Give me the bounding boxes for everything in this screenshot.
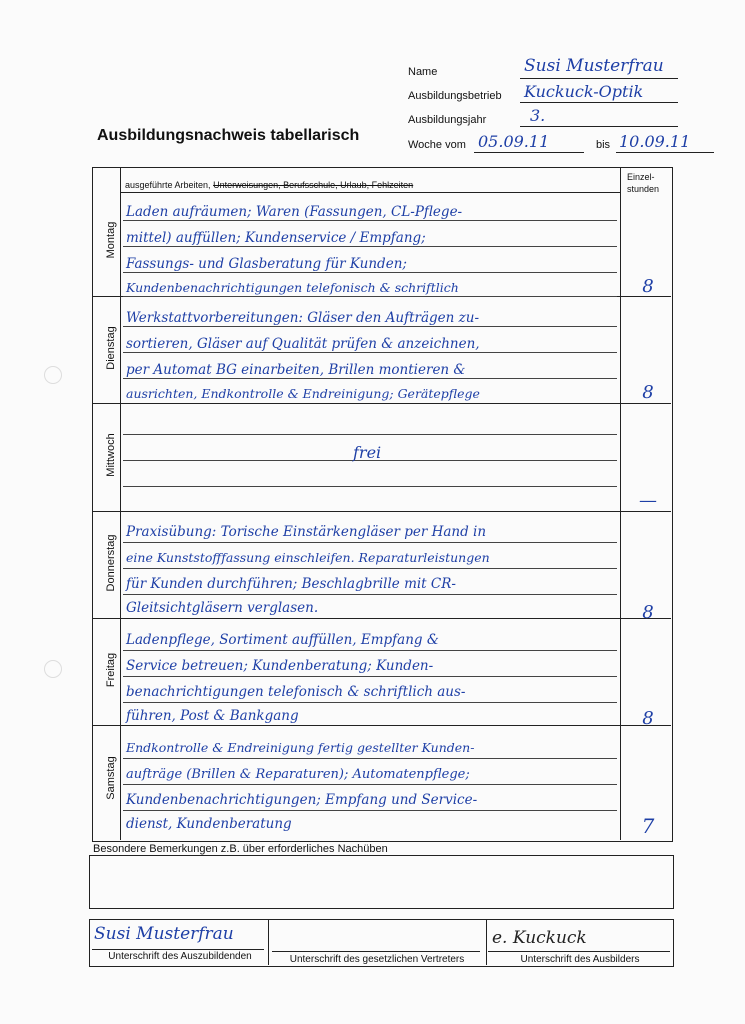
day-label-mittwoch: Mittwoch (105, 433, 117, 477)
entry-line: ausrichten, Endkontrolle & Endreinigung; Gerätepflege (126, 386, 480, 401)
betrieb-value: Kuckuck-Optik (524, 82, 644, 101)
name-label: Name (408, 66, 438, 78)
vertreter-signature-label: Unterschrift des gesetzlichen Vertreters (289, 954, 465, 965)
name-value: Susi Musterfrau (524, 56, 664, 76)
hours-dienstag: 8 (642, 382, 654, 403)
entry-line-frei: frei (353, 443, 382, 462)
ruled-line (123, 246, 617, 247)
signature-line (92, 949, 264, 950)
column-header-hours: Einzel- stunden (627, 172, 660, 194)
punch-hole-mark (44, 366, 62, 384)
day-label-dienstag: Dienstag (105, 326, 117, 370)
entry-line: Ladenpflege, Sortiment auffüllen, Empfang & (126, 632, 439, 648)
hours-montag: 8 (642, 276, 654, 297)
ruled-line (123, 220, 617, 221)
ruled-line (123, 594, 617, 595)
entry-line: aufträge (Brillen & Reparaturen); Automatenpflege; (126, 767, 470, 782)
woche-label: Woche vom (408, 139, 466, 151)
document-title: Ausbildungsnachweis tabellarisch (97, 127, 360, 144)
signature-line (272, 951, 480, 952)
entry-line: Praxisübung: Torische Einstärkengläser per Hand in (126, 524, 487, 540)
day-label-freitag: Freitag (105, 652, 117, 688)
entry-line: führen, Post & Bankgang (126, 708, 299, 724)
entry-line: Endkontrolle & Endreinigung fertig gestellter Kunden- (126, 740, 475, 755)
betrieb-line (520, 102, 678, 103)
ruled-line (123, 650, 617, 651)
entry-line: für Kunden durchführen; Beschlagbrille mit CR- (126, 576, 456, 592)
ruled-line (123, 758, 617, 759)
remarks-box (89, 855, 674, 909)
column-header-struck: Unterweisungen, Berufsschule, Urlaub, Fehlzeiten (213, 180, 414, 190)
jahr-value: 3. (530, 106, 546, 125)
ruled-line (123, 542, 617, 543)
ruled-line (123, 326, 617, 327)
ruled-line (123, 296, 617, 297)
entry-line: benachrichtigungen telefonisch & schriftlich aus- (126, 684, 466, 700)
hours-freitag: 8 (642, 708, 654, 729)
name-line (520, 78, 678, 79)
day-label-donnerstag: Donnerstag (105, 534, 117, 592)
hours-donnerstag: 8 (642, 602, 654, 623)
ruled-line (123, 810, 617, 811)
entry-line: dienst, Kundenberatung (126, 816, 292, 832)
row-divider (93, 725, 671, 726)
ruled-line (123, 378, 617, 379)
hours-samstag: 7 (641, 814, 655, 838)
ruled-line (123, 272, 617, 273)
row-divider (93, 403, 671, 404)
ausbilder-signature: e. Kuckuck (492, 928, 587, 948)
entry-line: sortieren, Gläser auf Qualität prüfen & anzeichnen, (126, 336, 480, 352)
day-label-montag: Montag (105, 221, 117, 259)
ruled-line (123, 434, 617, 435)
woche-from-line (474, 152, 584, 153)
day-label-samstag: Samstag (105, 756, 117, 800)
ausbilder-signature-label: Unterschrift des Ausbilders (520, 954, 640, 965)
azubi-signature-label: Unterschrift des Auszubildenden (108, 951, 252, 962)
punch-hole-mark (44, 660, 62, 678)
ruled-line (123, 486, 617, 487)
remarks-label: Besondere Bemerkungen z.B. über erforderliches Nachüben (93, 843, 388, 855)
entry-line: Kundenbenachrichtigungen telefonisch & schriftlich (126, 280, 459, 295)
column-header-activities (125, 180, 413, 190)
entry-line: Laden aufräumen; Waren (Fassungen, CL-Pflege- (126, 204, 463, 220)
entry-line: Werkstattvorbereitungen: Gläser den Aufträgen zu- (126, 310, 480, 326)
entry-line: Kundenbenachrichtigungen; Empfang und Service- (126, 792, 478, 808)
woche-to-line (616, 152, 714, 153)
entry-line: mittel) auffüllen; Kundenservice / Empfang; (126, 230, 426, 246)
header-row-divider (120, 192, 620, 193)
signature-divider (268, 920, 269, 965)
hours-mittwoch: — (639, 490, 657, 511)
jahr-line (520, 126, 678, 127)
azubi-signature: Susi Musterfrau (94, 924, 234, 944)
entry-line: Fassungs- und Glasberatung für Kunden; (126, 256, 407, 272)
bis-label: bis (596, 139, 611, 151)
ruled-line (123, 568, 617, 569)
activity-table (92, 167, 673, 842)
signature-line (488, 951, 670, 952)
woche-to-value: 10.09.11 (619, 132, 691, 151)
ruled-line (123, 702, 617, 703)
column-header-main: ausgeführte Arbeiten, (125, 180, 211, 190)
hours-column-divider (620, 168, 621, 840)
entry-line: per Automat BG einarbeiten, Brillen montieren & (126, 362, 466, 378)
ruled-line (123, 784, 617, 785)
woche-from-value: 05.09.11 (478, 132, 550, 151)
day-column-divider (120, 168, 121, 840)
entry-line: Gleitsichtgläsern verglasen. (126, 600, 319, 616)
row-divider (93, 618, 671, 619)
entry-line: eine Kunststofffassung einschleifen. Reparaturleistungen (126, 550, 490, 565)
entry-line: Service betreuen; Kundenberatung; Kunden- (126, 658, 434, 674)
signature-divider (486, 920, 487, 965)
betrieb-label: Ausbildungsbetrieb (408, 90, 502, 102)
ruled-line (123, 352, 617, 353)
ruled-line (123, 676, 617, 677)
jahr-label: Ausbildungsjahr (408, 114, 487, 126)
row-divider (93, 511, 671, 512)
